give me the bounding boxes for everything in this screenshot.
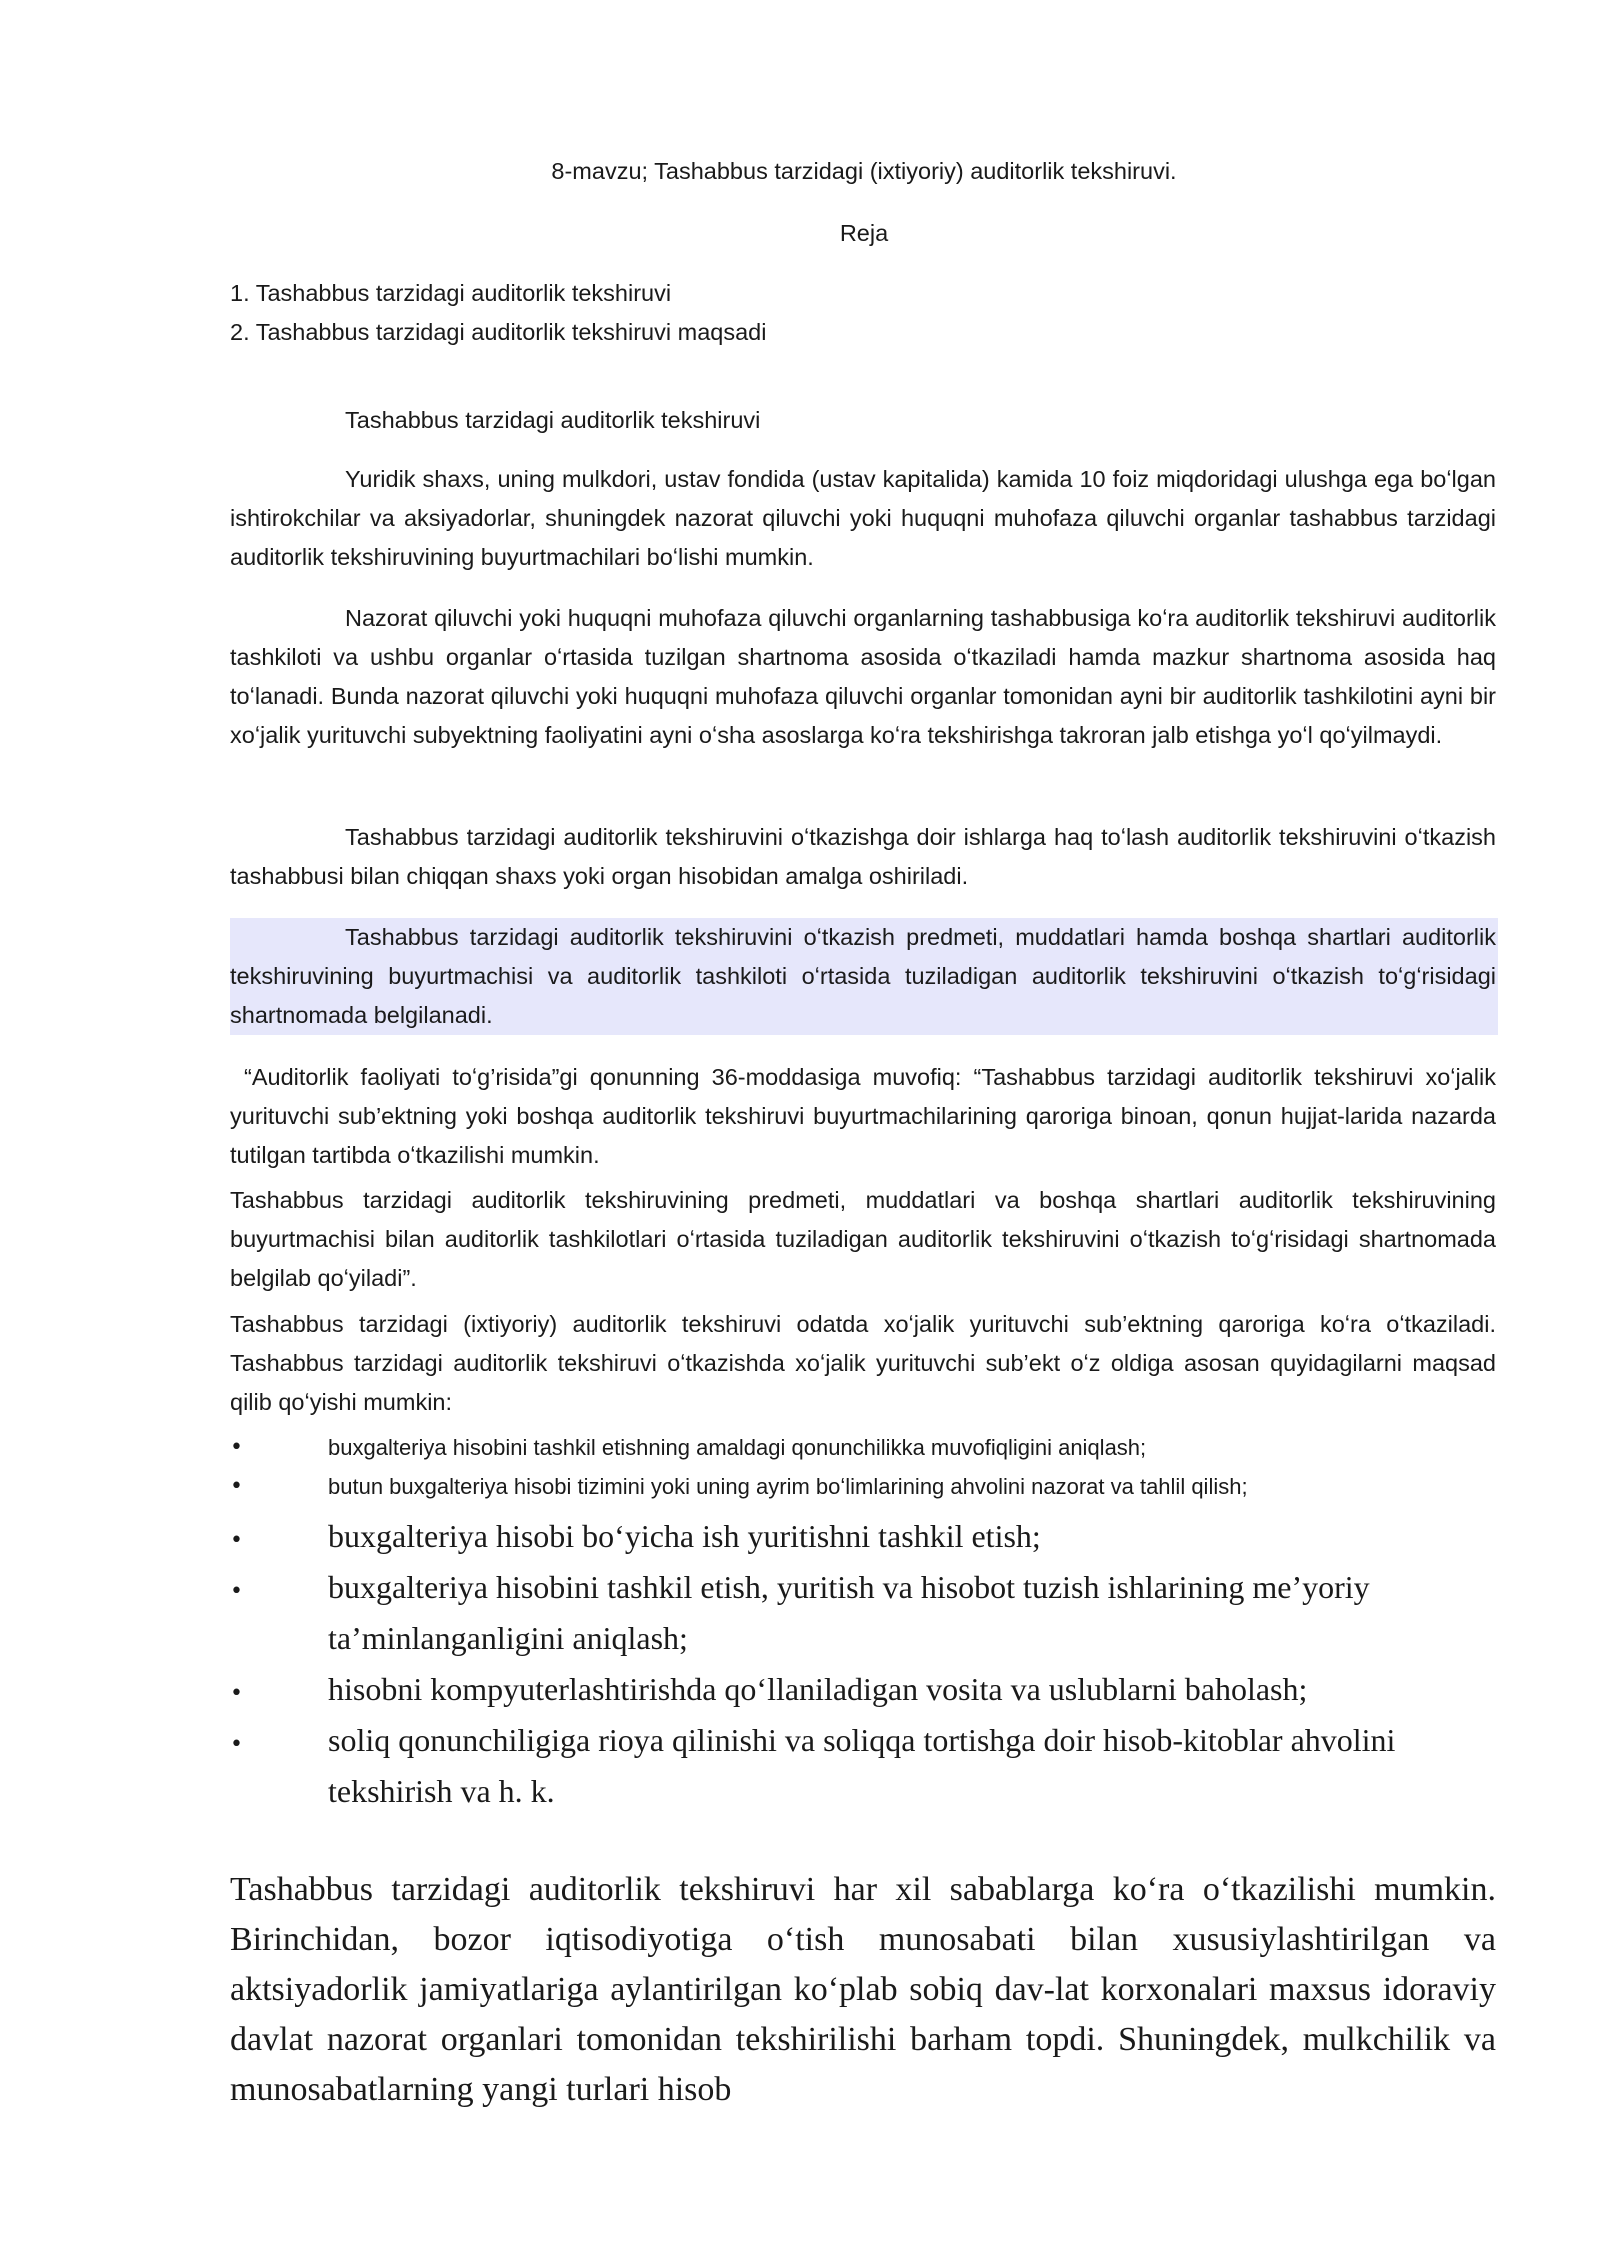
- bullet-icon: •: [230, 1681, 243, 1706]
- paragraph-goals-intro: Tashabbus tarzidagi (ixtiyoriy) auditorlik tekshiruvi odatda xoʻjalik yurituvchi sub’ektning qaroriga koʻra oʻtkaziladi. Tashabbus tarzidagi auditorlik tekshiruvi oʻtkazishda xoʻjalik yurituvchi sub’ekt oʻz oldiga asosan quyidagilarni maqsad qilib qoʻyishi mumkin:: [230, 1311, 1496, 1415]
- bullet-icon: •: [230, 1435, 243, 1460]
- list-item-text: buxgalteriya hisobi boʻyicha ish yuritishni tashkil etish;: [328, 1518, 1041, 1554]
- plan-item: 1. Tashabbus tarzidagi auditorlik tekshiruvi: [230, 280, 672, 306]
- bullet-icon: •: [230, 1732, 243, 1757]
- bullet-icon: •: [230, 1474, 243, 1499]
- document-title: 8-mavzu; Tashabbus tarzidagi (ixtiyoriy) auditorlik tekshiruvi.: [551, 158, 1177, 184]
- list-item: [230, 1664, 1498, 1715]
- list-item: [230, 1467, 1498, 1506]
- list-item: [230, 1428, 1498, 1467]
- paragraph-law-quote: “Auditorlik faoliyati toʻg’risida”gi qonunning 36-moddasiga muvofiq: “Tashabbus tarzidagi auditorlik tekshiruvi xoʻjalik yurituvchi sub’ektning yoki boshqa auditorlik tekshiruvi buyurtmachilarining qaroriga binoan, qonun hujjat-larida nazarda tutilgan tartibda oʻtkazilishi mumkin.: [230, 1064, 1496, 1168]
- bullet-icon: •: [230, 1579, 243, 1604]
- list-item-text: hisobni kompyuterlashtirishda qoʻllaniladigan vosita va uslublarni baholash;: [328, 1671, 1308, 1707]
- list-item-text: buxgalteriya hisobini tashkil etish, yuritish va hisobot tuzish ishlarining me’yoriy ta’minlanganligini aniqlash;: [328, 1569, 1370, 1656]
- paragraph-law-quote-continued: Tashabbus tarzidagi auditorlik tekshiruvining predmeti, muddatlari va boshqa shartlari auditorlik tekshiruvining buyurtmachisi bilan auditorlik tashkilotlari oʻrtasida tuziladigan auditorlik tekshiruvini oʻtkazish toʻgʻrisidagi shartnomada belgilab qoʻyiladi”.: [230, 1187, 1496, 1291]
- list-item-text: butun buxgalteriya hisobi tizimini yoki uning ayrim boʻlimlarining ahvolini nazorat va tahlil qilish;: [328, 1474, 1248, 1499]
- plan-list: [230, 274, 1498, 352]
- plan-heading: Reja: [839, 220, 889, 246]
- paragraph-reasons: Tashabbus tarzidagi auditorlik tekshiruvi har xil sabablarga koʻra oʻtkazilishi mumkin. Birinchidan, bozor iqtisodiyotiga oʻtish munosabati bilan xususiylashtirilgan va aktsiyadorlik jamiyatlariga aylantirilgan koʻplab sobiq dav-lat korxonalari maxsus idoraviy davlat nazorat organlari tomonidan tekshirilishi barham topdi. Shuningdek, mulkchilik va munosabatlarning yangi turlari hisob: [230, 1871, 1496, 2108]
- paragraph-payment: Tashabbus tarzidagi auditorlik tekshiruvini oʻtkazishga doir ishlarga haq toʻlash auditorlik tekshiruvini oʻtkazish tashabbusi bilan chiqqan shaxs yoki organ hisobidan amalga oshiriladi.: [230, 824, 1496, 889]
- paragraph-contract-terms[interactable]: Tashabbus tarzidagi auditorlik tekshiruvini oʻtkazish predmeti, muddatlari hamda boshqa shartlari auditorlik tekshiruvining buyurtmachisi va auditorlik tashkiloti oʻrtasida tuziladigan auditorlik tekshiruvini oʻtkazish toʻgʻrisidagi shartnomada belgilanadi.: [230, 924, 1496, 1028]
- list-item: [230, 1715, 1498, 1817]
- plan-item: 2. Tashabbus tarzidagi auditorlik tekshiruvi maqsadi: [230, 319, 767, 345]
- list-item: [230, 1562, 1498, 1664]
- goals-list-small: [230, 1428, 1498, 1506]
- paragraph-supervisory-bodies: Nazorat qiluvchi yoki huquqni muhofaza qiluvchi organlarning tashabbusiga koʻra auditorlik tekshiruvi auditorlik tashkiloti va ushbu organlar oʻrtasida tuzilgan shartnoma asosida oʻtkaziladi hamda mazkur shartnoma asosida haq toʻlanadi. Bunda nazorat qiluvchi yoki huquqni muhofaza qiluvchi organlar tomonidan ayni bir auditorlik tashkilotini ayni bir xoʻjalik yurituvchi subyektning faoliyatini ayni oʻsha asoslarga koʻra tekshirishga takroran jalb etishga yoʻl qoʻyilmaydi.: [230, 605, 1496, 748]
- list-item-text: buxgalteriya hisobini tashkil etishning amaldagi qonunchilikka muvofiqligini aniqlash;: [328, 1435, 1147, 1460]
- bullet-icon: •: [230, 1528, 243, 1553]
- paragraph-customers: Yuridik shaxs, uning mulkdori, ustav fondida (ustav kapitalida) kamida 10 foiz miqdoridagi ulushga ega boʻlgan ishtirokchilar va aksiyadorlar, shuningdek nazorat qiluvchi yoki huquqni muhofaza qiluvchi organlar tashabbus tarzidagi auditorlik tekshiruvining buyurtmachilari boʻlishi mumkin.: [230, 466, 1496, 570]
- list-item-text: soliq qonunchiligiga rioya qilinishi va soliqqa tortishga doir hisob-kitoblar ahvolini tekshirish va h. k.: [328, 1722, 1396, 1809]
- list-item: [230, 1511, 1498, 1562]
- goals-list-large: [230, 1511, 1498, 1817]
- section-heading: Tashabbus tarzidagi auditorlik tekshiruvi: [345, 407, 761, 433]
